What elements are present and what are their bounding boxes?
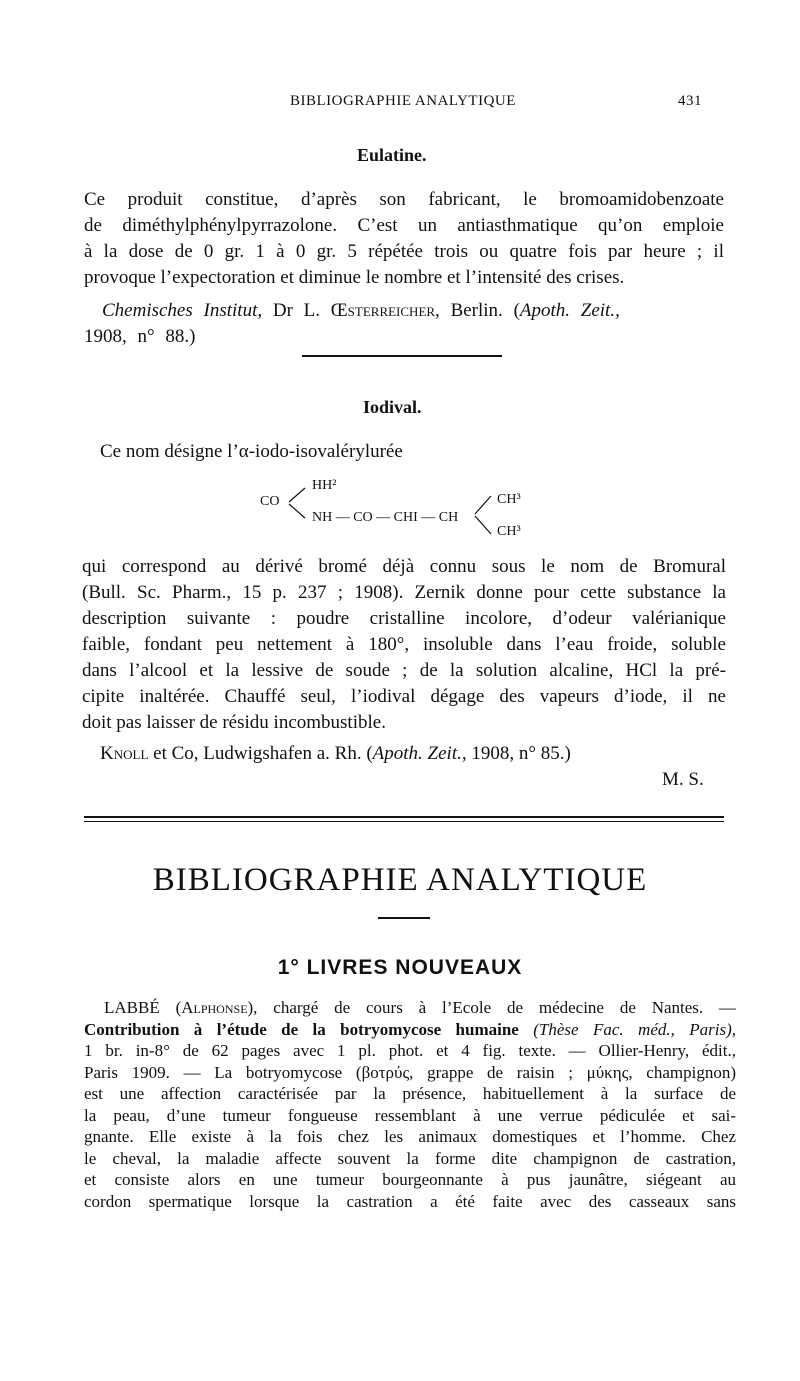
chemical-formula bbox=[255, 478, 615, 548]
source-rest: et Co, Ludwigshafen a. Rh. ( bbox=[153, 743, 373, 764]
bond-lines bbox=[287, 484, 309, 524]
main-title: BIBLIOGRAPHIE ANALYTIQUE bbox=[152, 862, 648, 898]
entry-author-first: (Alphonse), bbox=[175, 998, 258, 1017]
paren: ( bbox=[513, 300, 520, 321]
text-line: à la dose de 0 gr. 1 à 0 gr. 5 répétée trois ou quatre fois par heure ; il bbox=[84, 241, 724, 262]
entry-author: LABBÉ bbox=[104, 998, 160, 1017]
source-line2: 1908, n° 88.) bbox=[84, 326, 196, 347]
entry-line: et consiste alors en une tumeur bourgeonnante à pus jaunâtre, siégeant au bbox=[84, 1170, 736, 1189]
eulatine-body bbox=[84, 187, 724, 291]
source-name: Œsterreicher, bbox=[330, 300, 440, 321]
formula-hh2: HH² bbox=[312, 478, 337, 493]
entry-reference: (Thèse Fac. méd., Paris), bbox=[533, 1019, 737, 1039]
entry-line: le cheval, la maladie affecte souvent la forme dite champignon de castration, bbox=[84, 1148, 736, 1168]
source-doctor: Dr L. bbox=[272, 300, 321, 321]
text-line: (Bull. Sc. Pharm., 15 p. 237 ; 1908). Zernik donne pour cette substance la bbox=[82, 582, 726, 603]
formula-chain: NH — CO — CHI — CH bbox=[312, 510, 459, 525]
entry-line bbox=[84, 997, 736, 1019]
entry-line: Paris 1909. — La botryomycose (βοτρύς, grappe de raisin ; μύκης, champignon) bbox=[84, 1062, 736, 1082]
iodival-title: Iodival. bbox=[363, 397, 422, 417]
text-line: provoque l’expectoration et diminue le nombre et l’intensité des crises. bbox=[84, 267, 625, 288]
source-journal: Apoth. Zeit., bbox=[372, 743, 467, 764]
source-journal: Zeit., bbox=[580, 300, 620, 321]
source-city: Berlin. bbox=[450, 300, 503, 321]
source-end: 1908, n° 85.) bbox=[471, 743, 571, 764]
text-line: Ce produit constitue, d’après son fabricant, le bromoamidobenzoate bbox=[84, 189, 724, 210]
entry-affiliation: chargé de cours à l’Ecole de médecine de Nantes. — bbox=[273, 998, 736, 1017]
text-line: description suivante : poudre cristalline incolore, d’odeur valérianique bbox=[82, 608, 726, 629]
double-rule-top bbox=[84, 816, 724, 818]
entry-line: 1 br. in-8° de 62 pages avec 1 pl. phot. et 4 fig. texte. — Ollier-Henry, édit., bbox=[84, 1041, 736, 1060]
source-italic: Institut, bbox=[203, 300, 263, 321]
entry-line: est une affection caractérisée par la présence, habituellement à la surface de bbox=[84, 1084, 736, 1103]
formula-ch3-top: CH³ bbox=[497, 492, 521, 507]
formula-co: CO bbox=[260, 494, 280, 509]
eulatine-title: Eulatine. bbox=[357, 145, 427, 165]
entry-line: cordon spermatique lorsque la castration a été faite avec des casseaux sans bbox=[84, 1191, 736, 1211]
source-italic: Chemisches bbox=[102, 300, 193, 321]
title-rule bbox=[378, 917, 430, 919]
bond-lines bbox=[473, 494, 495, 538]
page-number: 431 bbox=[678, 93, 702, 109]
text-line: dans l’alcool et la lessive de soude ; de la solution alcaline, HCl la pré- bbox=[82, 660, 726, 681]
entry-line: la peau, d’une tumeur fongueuse ressemblant à une verrue pédiculée et sai- bbox=[84, 1105, 736, 1125]
entry-title: Contribution à l’étude de la botryomycose humaine bbox=[84, 1019, 519, 1039]
eulatine-source bbox=[84, 298, 724, 350]
text-line: cipite inaltérée. Chauffé seul, l’iodival dégage des vapeurs d’iode, il ne bbox=[82, 686, 726, 707]
book-entry bbox=[84, 997, 736, 1212]
formula-ch3-bottom: CH³ bbox=[497, 524, 521, 539]
iodival-body bbox=[82, 554, 726, 736]
text-line: de diméthylphénylpyrrazolone. C’est un antiasthmatique qu’on emploie bbox=[84, 215, 724, 236]
iodival-intro: Ce nom désigne l’α-iodo-isovalérylurée bbox=[100, 441, 403, 462]
entry-line: gnante. Elle existe à la fois chez les animaux domestiques et l’homme. Chez bbox=[84, 1127, 736, 1146]
source-journal: Apoth. bbox=[519, 300, 571, 321]
text-line: faible, fondant peu nettement à 180°, insoluble dans l’eau froide, soluble bbox=[82, 634, 726, 655]
section-title: 1° LIVRES NOUVEAUX bbox=[277, 956, 523, 979]
entry-line bbox=[84, 1019, 736, 1041]
separator-rule bbox=[302, 355, 502, 357]
source-name: Knoll bbox=[100, 743, 149, 764]
text-line: doit pas laisser de résidu incombustible. bbox=[82, 712, 386, 733]
running-head: BIBLIOGRAPHIE ANALYTIQUE bbox=[290, 93, 516, 109]
signature: M. S. bbox=[662, 769, 704, 790]
iodival-source bbox=[100, 743, 571, 765]
double-rule-bottom bbox=[84, 821, 724, 822]
text-line: qui correspond au dérivé bromé déjà connu sous le nom de Bromural bbox=[82, 556, 726, 577]
